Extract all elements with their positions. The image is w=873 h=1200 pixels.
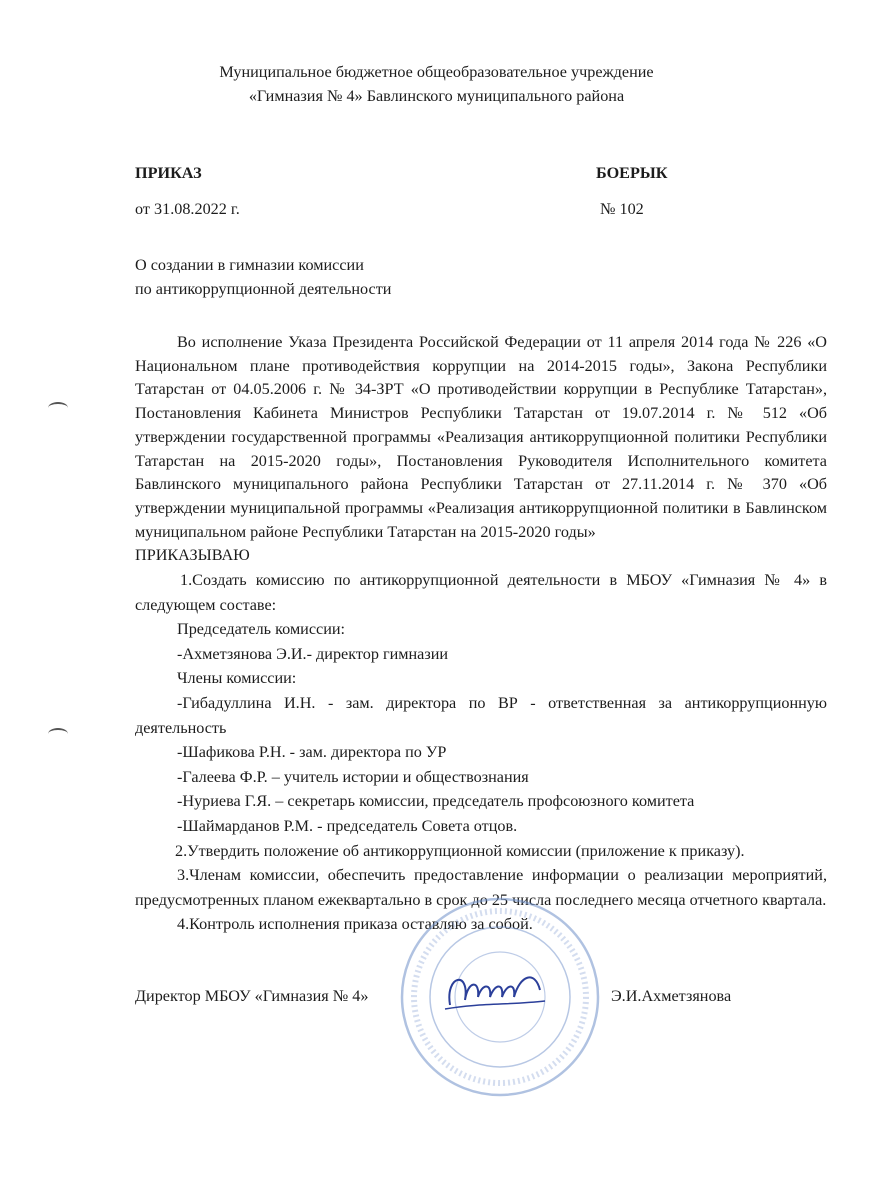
- member: -Галеева Ф.Р. – учитель истории и обществознания: [177, 767, 529, 786]
- item-4: 4.Контроль исполнения приказа оставляю за собой.: [177, 915, 533, 934]
- header-line-2: «Гимназия № 4» Бавлинского муниципального района: [248, 87, 625, 105]
- preamble: [135, 331, 827, 568]
- order-date: от 31.08.2022 г.: [135, 200, 240, 218]
- order-title-tt: БОЕРЫК: [596, 164, 668, 182]
- subject-line-1: О создании в гимназии комиссии: [135, 256, 364, 274]
- order-subject: [135, 253, 827, 301]
- item-3: 3.Членам комиссии, обеспечить предоставление информации о реализации мероприятий, предусмотренных планом ежеквартально в срок до 25 числа последнего месяца отчетного квартала.: [135, 866, 827, 909]
- order-number: № 102: [600, 200, 644, 218]
- member: -Шафикова Р.Н. - зам. директора по УР: [177, 743, 447, 762]
- preamble-text: Во исполнение Указа Президента Российской Федерации от 11 апреля 2014 года № 226 «О Национальном плане противодействия коррупции на 2014-2015 годы», Закона Республики Татарстан от 04.05.2006 г. № 34-ЗРТ «О противодействии коррупции в Республике Татарстан», Постановления Кабинета Министров Республики Татарстан от 19.07.2014 г. № 512 «Об утверждении государственной программы «Реализация антикоррупционной политики Республики Татарстан на 2015-2020 годы», Постановления Руководителя Исполнительного комитета Бавлинского муниципального района Республики Татарстан от 27.11.2014 г. № 370 «Об утверждении муниципальной программы «Реализация антикоррупционной политики в Бавлинском муниципальном районе Республики Татарстан на 2015-2020 годы»: [135, 333, 827, 541]
- institution-header: [0, 60, 873, 108]
- order-title-ru: ПРИКАЗ: [135, 164, 202, 182]
- signature-block: [135, 987, 827, 1006]
- order-date-row: [135, 200, 827, 219]
- order-word: ПРИКАЗЫВАЮ: [135, 546, 250, 565]
- member: -Шаймарданов Р.М. - председатель Совета отцов.: [177, 816, 518, 835]
- order-title-row: [135, 164, 827, 183]
- signature-name: Э.И.Ахметзянова: [611, 986, 732, 1005]
- order-items: [135, 568, 827, 937]
- signature-row: [135, 987, 827, 1006]
- member: -Нуриева Г.Я. – секретарь комиссии, председатель профсоюзного комитета: [177, 792, 695, 811]
- subject-line-2: по антикоррупционной деятельности: [135, 280, 392, 298]
- chair: -Ахметзянова Э.И.- директор гимназии: [177, 644, 449, 663]
- members-label: Члены комиссии:: [177, 669, 297, 688]
- chair-label: Председатель комиссии:: [177, 620, 346, 639]
- member: -Гибадуллина И.Н. - зам. директора по ВР - ответственная за антикоррупционную деятельность: [135, 694, 827, 737]
- signature-position: Директор МБОУ «Гимназия № 4»: [135, 986, 369, 1005]
- header-line-1: Муниципальное бюджетное общеобразовательное учреждение: [219, 63, 654, 81]
- item-2: 2.Утвердить положение об антикоррупционной комиссии (приложение к приказу).: [175, 841, 745, 860]
- item-1: 1.Создать комиссию по антикоррупционной деятельности в МБОУ «Гимназия № 4» в следующем составе:: [135, 571, 827, 614]
